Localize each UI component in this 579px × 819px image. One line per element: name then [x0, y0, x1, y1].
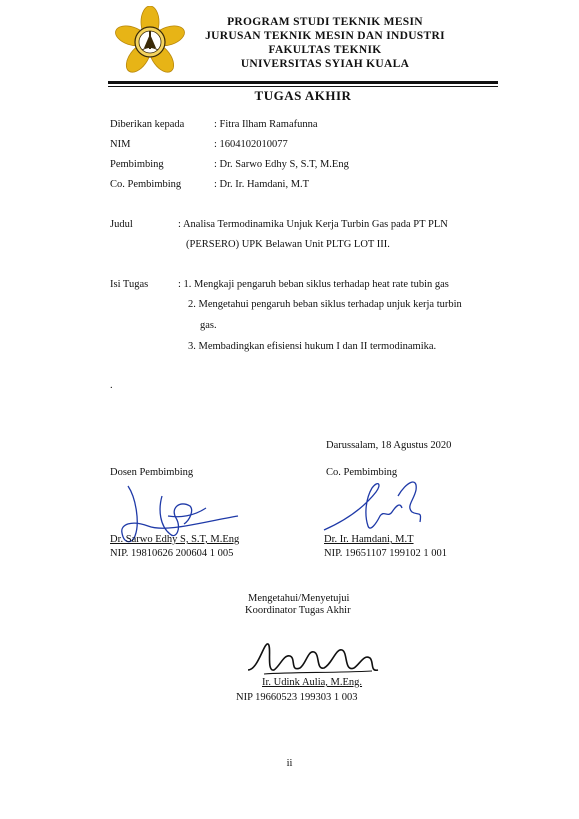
isi-item-3: 3. Membadingkan efisiensi hukum I dan II termodinamika.: [188, 341, 437, 352]
right-signatory-name: Dr. Ir. Hamdani, M.T: [324, 534, 414, 545]
approval-line-1: Mengetahui/Menyetujui: [248, 593, 350, 604]
info-label-co-supervisor: Co. Pembimbing: [110, 179, 182, 190]
left-signature-icon: [110, 478, 250, 558]
judul-label: Judul: [110, 219, 133, 230]
info-label-nim: NIM: [110, 139, 131, 150]
header-department: JURUSAN TEKNIK MESIN DAN INDUSTRI: [205, 30, 445, 42]
info-value-supervisor: : Dr. Sarwo Edhy S, S.T, M.Eng: [214, 159, 349, 170]
header-program: PROGRAM STUDI TEKNIK MESIN: [227, 16, 423, 28]
isi-item-2b: gas.: [200, 320, 217, 331]
header-faculty: FAKULTAS TEKNIK: [268, 44, 382, 56]
info-value-nim: : 1604102010077: [214, 139, 288, 150]
approval-line-2: Koordinator Tugas Akhir: [245, 605, 351, 616]
isi-label: Isi Tugas: [110, 279, 149, 290]
page-number: ii: [286, 758, 293, 769]
place-date: Darussalam, 18 Agustus 2020: [326, 440, 452, 451]
isi-item-2a: 2. Mengetahui pengaruh beban siklus terhadap unjuk kerja turbin: [188, 299, 462, 310]
center-signatory-name: Ir. Udink Aulia, M.Eng.: [262, 677, 363, 688]
judul-line-2: (PERSERO) UPK Belawan Unit PLTG LOT III.: [186, 239, 390, 250]
info-value-recipient: : Fitra Ilham Ramafunna: [214, 119, 318, 130]
left-role: Dosen Pembimbing: [110, 467, 194, 478]
center-signatory-nip: NIP 19660523 199303 1 003: [236, 692, 358, 703]
right-signature-icon: [322, 472, 432, 542]
info-value-co-supervisor: : Dr. Ir. Hamdani, M.T: [214, 179, 310, 190]
isi-item-1: : 1. Mengkaji pengaruh beban siklus terhadap heat rate tubin gas: [178, 279, 449, 290]
info-label-supervisor: Pembimbing: [110, 159, 164, 170]
left-signatory-name: Dr. Sarwo Edhy S, S.T, M.Eng: [110, 534, 240, 545]
header-rule-thick: [108, 81, 498, 84]
right-signatory-nip: NIP. 19651107 199102 1 001: [324, 548, 447, 559]
header-university: UNIVERSITAS SYIAH KUALA: [240, 58, 410, 70]
right-role: Co. Pembimbing: [326, 467, 398, 478]
header-rule-thin: [108, 86, 498, 87]
left-signatory-nip: NIP. 19810626 200604 1 005: [110, 548, 234, 559]
stray-dot: .: [110, 380, 113, 391]
judul-line-1: : Analisa Termodinamika Unjuk Kerja Turbin Gas pada PT PLN: [178, 219, 448, 230]
document-title: TUGAS AKHIR: [254, 88, 352, 103]
info-label-recipient: Diberikan kepada: [110, 119, 185, 130]
